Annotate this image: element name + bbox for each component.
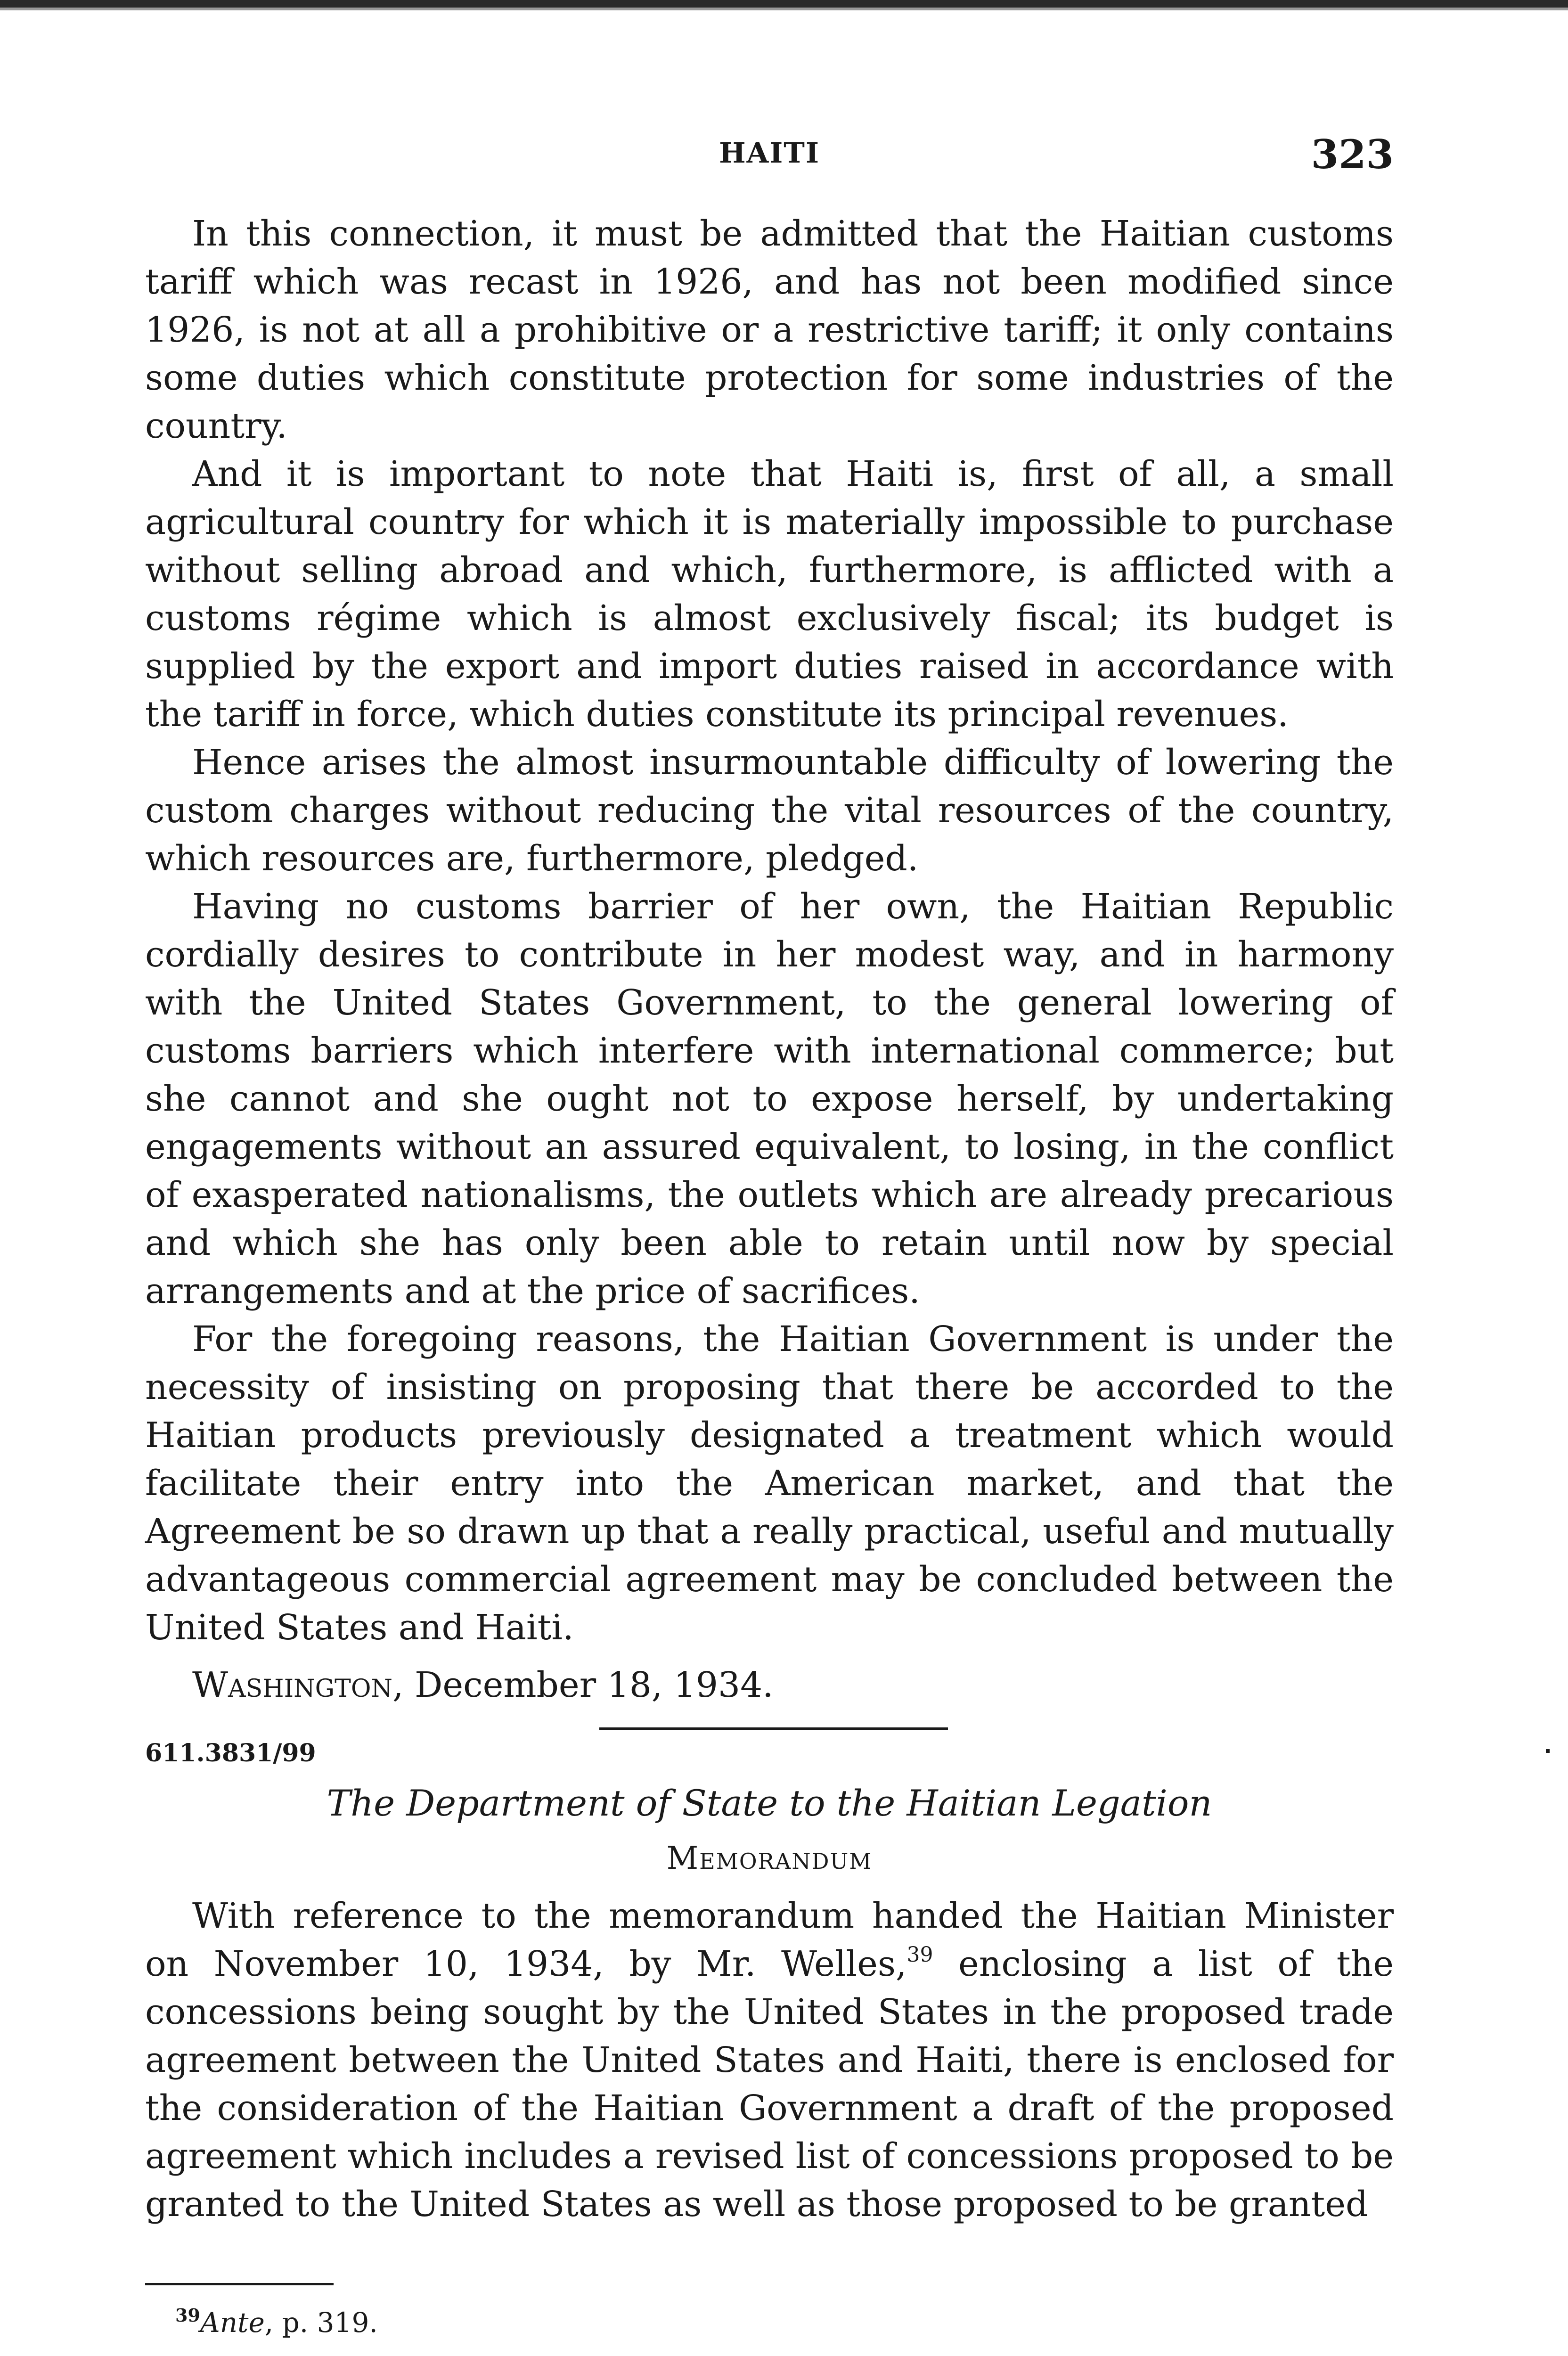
paragraph: For the foregoing reasons, the Haitian Government is under the necessity of insisting on proposing that there be accorded to the Haitian products previously designated a treatment which would facilitate their entry into the American market, and that the Agreement be so drawn up that a really practical, useful and mutually advantageous commercial agreement may be concluded between the United States and Haiti. <box>145 1319 1394 1648</box>
footnote-text: , p. 319. <box>264 2307 378 2339</box>
footnote-italic: Ante <box>200 2307 265 2339</box>
top-rule-shadow <box>0 8 1568 10</box>
file-number: 611.3831/99 <box>145 1739 316 1767</box>
paragraph <box>145 1892 1394 2228</box>
memorandum-text <box>145 1892 1394 2228</box>
footnote <box>175 2307 378 2339</box>
footnote-marker: 39 <box>175 2305 200 2326</box>
body-text <box>145 210 1394 1709</box>
dateline-date: , December 18, 1934. <box>392 1665 774 1705</box>
running-head: HAITI <box>719 137 820 170</box>
document-title: The Department of State to the Haitian Legation <box>327 1782 1212 1824</box>
memorandum-label: Memorandum <box>666 1840 873 1876</box>
memo-text-after-ref: enclosing a list of the concessions being sought by the United States in the proposed trade agreement between the United States and Haiti, there is enclosed for the consideration of the Haitian Government a draft of the proposed agreement which includes a revised list of concessions proposed to be granted to the United States as well as those proposed to be granted <box>145 1944 1394 2225</box>
dateline-place: Washington <box>192 1665 392 1705</box>
memo-text-before-ref: With reference to the memorandum handed the Haitian Minister on November 10, 1934, by Mr. Welles, <box>145 1896 1394 1984</box>
paragraph: In this connection, it must be admitted that the Haitian customs tariff which was recast in 1926, and has not been modified since 1926, is not at all a prohibitive or a restrictive tariff; it only contains some duties which constitute protection for some industries of the country. <box>145 213 1394 446</box>
top-rule <box>0 0 1568 8</box>
section-divider <box>599 1727 948 1730</box>
page-number: 323 <box>1311 131 1394 178</box>
paragraph: And it is important to note that Haiti is, first of all, a small agricultural country for which it is materially impossible to purchase without selling abroad and which, furthermore, is afflicted with a customs régime which is almost exclusively fiscal; its budget is supplied by the export and import duties raised in accordance with the tariff in force, which duties constitute its principal revenues. <box>145 454 1394 735</box>
footnote-reference[interactable]: 39 <box>906 1943 933 1967</box>
paragraph: Having no customs barrier of her own, the Haitian Republic cordially desires to contribute in her modest way, and in harmony with the United States Government, to the general lowering of customs barriers which interfere with international commerce; but she cannot and she ought not to expose herself, by undertaking engagements without an assured equivalent, to losing, in the conflict of exasperated nationalisms, the outlets which are already precarious and which she has only been able to retain until now by special arrangements and at the price of sacrifices. <box>145 886 1394 1311</box>
footnote-rule <box>145 2283 334 2285</box>
page-header <box>145 131 1394 184</box>
dateline <box>145 1661 1394 1709</box>
paragraph: Hence arises the almost insurmountable difficulty of lowering the custom charges without reducing the vital resources of the country, which resources are, furthermore, pledged. <box>145 742 1394 879</box>
stray-mark <box>1546 1749 1550 1753</box>
